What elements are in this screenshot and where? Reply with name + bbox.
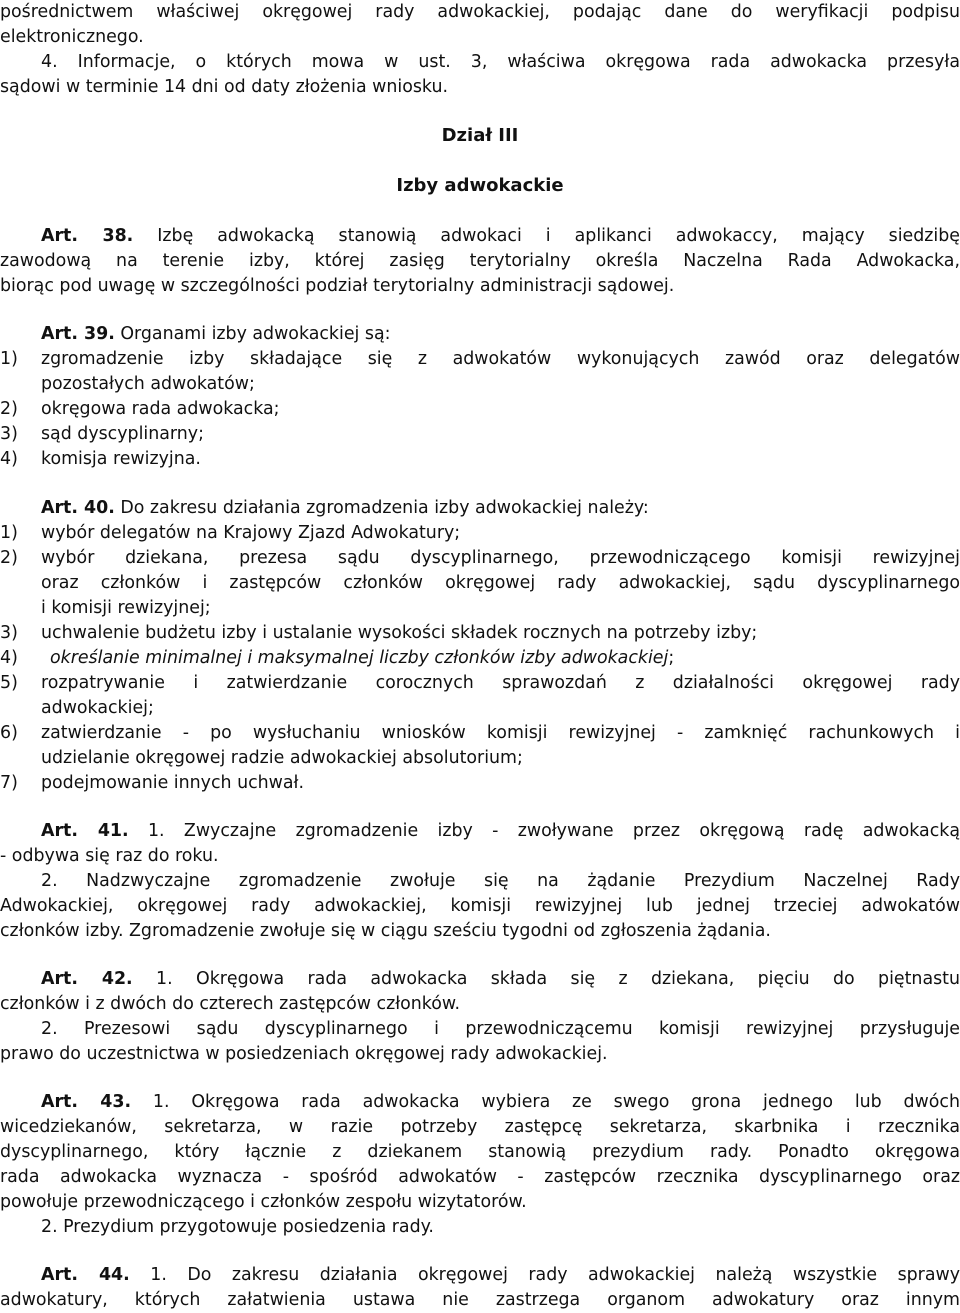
punctuation: ; <box>668 648 675 668</box>
paragraph-number: 1. <box>150 1265 167 1285</box>
list-text: zatwierdzanie - po wysłuchaniu wniosków komisji rewizyjnej - zamknięć rachunkowych i <box>41 723 960 743</box>
article-label: Art. 40. <box>41 498 115 518</box>
art-43-line: rada adwokacka wyznacza - spośród adwokatów - zastępców rzecznika dyscyplinarnego oraz <box>0 1167 960 1187</box>
article-label: Art. 41. <box>41 821 129 841</box>
list-text: podejmowanie innych uchwał. <box>41 773 305 793</box>
list-text: pozostałych adwokatów; <box>41 374 255 394</box>
list-item <box>0 546 960 571</box>
art-38-line: zawodową na terenie izby, której zasięg terytorialny określa Naczelna Rada Adwokacka, <box>0 251 960 271</box>
list-item-continuation <box>0 372 960 397</box>
list-text: uchwalenie budżetu izby i ustalanie wysokości składek rocznych na potrzeby izby; <box>41 623 758 643</box>
list-text: i komisji rewizyjnej; <box>41 598 211 618</box>
list-number: 2) <box>0 548 18 568</box>
list-text: wybór delegatów na Krajowy Zjazd Adwokatury; <box>41 523 461 543</box>
list-item <box>0 397 960 422</box>
art-38-line: biorąc pod uwagę w szczególności podział terytorialny administracji sądowej. <box>0 276 675 296</box>
list-item <box>0 646 960 671</box>
list-item-continuation <box>0 596 960 621</box>
list-number: 1) <box>0 349 18 369</box>
art-42-line: prawo do uczestnictwa w posiedzeniach okręgowej rady adwokackiej. <box>0 1044 608 1064</box>
art-42-line: członków i z dwóch do czterech zastępców członków. <box>0 994 461 1014</box>
list-text: oraz członków i zastępców członków okręgowej rady adwokackiej, sądu dyscyplinarnego <box>41 573 960 593</box>
list-item <box>0 721 960 746</box>
list-text: komisja rewizyjna. <box>41 449 201 469</box>
list-text <box>50 646 960 671</box>
list-number: 6) <box>0 723 18 743</box>
list-text: sąd dyscyplinarny; <box>41 424 204 444</box>
paragraph-number: 2. <box>41 1019 58 1039</box>
article-text: Organami izby adwokackiej są: <box>120 324 391 344</box>
art-43-line: powołuje przewodniczącego i członków zespołu wizytatorów. <box>0 1192 527 1212</box>
paragraph-number: 2. <box>41 871 58 891</box>
article-text: Okręgowa rada adwokacka wybiera ze swego grona jednego lub dwóch <box>191 1092 960 1112</box>
list-number: 3) <box>0 623 18 643</box>
article-label: Art. 44. <box>41 1265 130 1285</box>
article-text: Prezydium przygotowuje posiedzenia rady. <box>63 1217 434 1237</box>
list-number: 4) <box>0 648 18 668</box>
art-41-line: - odbywa się raz do roku. <box>0 846 219 866</box>
art-43-line: dyscyplinarnego, który łącznie z dziekanem stanowią prezydium rady. Ponadto okręgowa <box>0 1142 960 1162</box>
art-41-line: członków izby. Zgromadzenie zwołuje się w ciągu sześciu tygodni od zgłoszenia żądania. <box>0 921 771 941</box>
list-text: wybór dziekana, prezesa sądu dyscyplinarnego, przewodniczącego komisji rewizyjnej <box>41 548 960 568</box>
text-line: pośrednictwem właściwej okręgowej rady adwokackiej, podając dane do weryfikacji podpisu <box>0 2 960 22</box>
article-label: Art. 43. <box>41 1092 132 1112</box>
text-line: 4. Informacje, o których mowa w ust. 3, właściwa okręgowa rada adwokacka przesyła <box>41 52 960 72</box>
list-number: 4) <box>0 449 18 469</box>
list-number: 5) <box>0 673 18 693</box>
paragraph-number: 1. <box>147 821 165 841</box>
art-41-line <box>41 869 960 894</box>
article-text: Do zakresu działania zgromadzenia izby adwokackiej należy: <box>120 498 649 518</box>
article-label: Art. 38. <box>41 226 134 246</box>
article-text: Prezesowi sądu dyscyplinarnego i przewodniczącemu komisji rewizyjnej przysługuje <box>84 1019 960 1039</box>
art-39-intro <box>41 322 960 347</box>
list-item <box>0 422 960 447</box>
art-41-line: Adwokackiej, okręgowej rady adwokackiej, komisji rewizyjnej lub jednej trzeciej adwokatów <box>0 896 960 916</box>
text-line: sądowi w terminie 14 dni od daty złożenia wniosku. <box>0 77 449 97</box>
art-44-line: adwokatury, których załatwienia ustawa nie zastrzega organom adwokatury oraz innym <box>0 1290 960 1310</box>
list-text: adwokackiej; <box>41 698 154 718</box>
list-item <box>0 771 960 796</box>
list-item <box>0 521 960 546</box>
list-text: rozpatrywanie i zatwierdzanie corocznych sprawozdań z działalności okręgowej rady <box>41 673 960 693</box>
list-number: 1) <box>0 523 18 543</box>
article-text: Nadzwyczajne zgromadzenie zwołuje się na żądanie Prezydium Naczelnej Rady <box>86 871 960 891</box>
list-number: 7) <box>0 773 18 793</box>
article-text: Do zakresu działania okręgowej rady adwokackiej należą wszystkie sprawy <box>187 1265 960 1285</box>
art-42-line <box>41 967 960 992</box>
division-title: Dział III <box>441 125 519 146</box>
paragraph-number: 1. <box>152 1092 170 1112</box>
art-43-line <box>41 1215 960 1240</box>
article-label: Art. 39. <box>41 324 115 344</box>
article-label: Art. 42. <box>41 969 133 989</box>
art-43-line <box>41 1090 960 1115</box>
list-item <box>0 621 960 646</box>
art-41-line <box>41 819 960 844</box>
art-40-intro <box>41 496 960 521</box>
list-number: 2) <box>0 399 18 419</box>
art-42-line <box>41 1017 960 1042</box>
article-text: Okręgowa rada adwokacka składa się z dziekana, pięciu do piętnastu <box>196 969 960 989</box>
list-text: zgromadzenie izby składające się z adwokatów wykonujących zawód oraz delegatów <box>41 349 960 369</box>
art-44-line <box>41 1263 960 1288</box>
paragraph-number: 1. <box>156 969 173 989</box>
art-38-line <box>41 224 960 249</box>
list-text: udzielanie okręgowej radzie adwokackiej absolutorium; <box>41 748 523 768</box>
list-item <box>0 671 960 696</box>
article-text: Zwyczajne zgromadzenie izby - zwoływane przez okręgową radę adwokacką <box>183 821 960 841</box>
list-item-continuation <box>0 696 960 721</box>
list-item-continuation <box>0 571 960 596</box>
list-item <box>0 447 960 472</box>
article-text: Izbę adwokacką stanowią adwokaci i aplikanci adwokaccy, mający siedzibę <box>157 226 960 246</box>
list-item-continuation <box>0 746 960 771</box>
paragraph-number: 2. <box>41 1217 58 1237</box>
list-text: okręgowa rada adwokacka; <box>41 399 280 419</box>
list-item <box>0 347 960 372</box>
art-43-line: wicedziekanów, sekretarza, w razie potrzeby zastępcę sekretarza, skarbnika i rzecznika <box>0 1117 960 1137</box>
italic-text: określanie minimalnej i maksymalnej liczby członków izby adwokackiej <box>50 648 669 668</box>
list-number: 3) <box>0 424 18 444</box>
division-subtitle: Izby adwokackie <box>396 175 564 196</box>
text-line: elektronicznego. <box>0 27 144 47</box>
